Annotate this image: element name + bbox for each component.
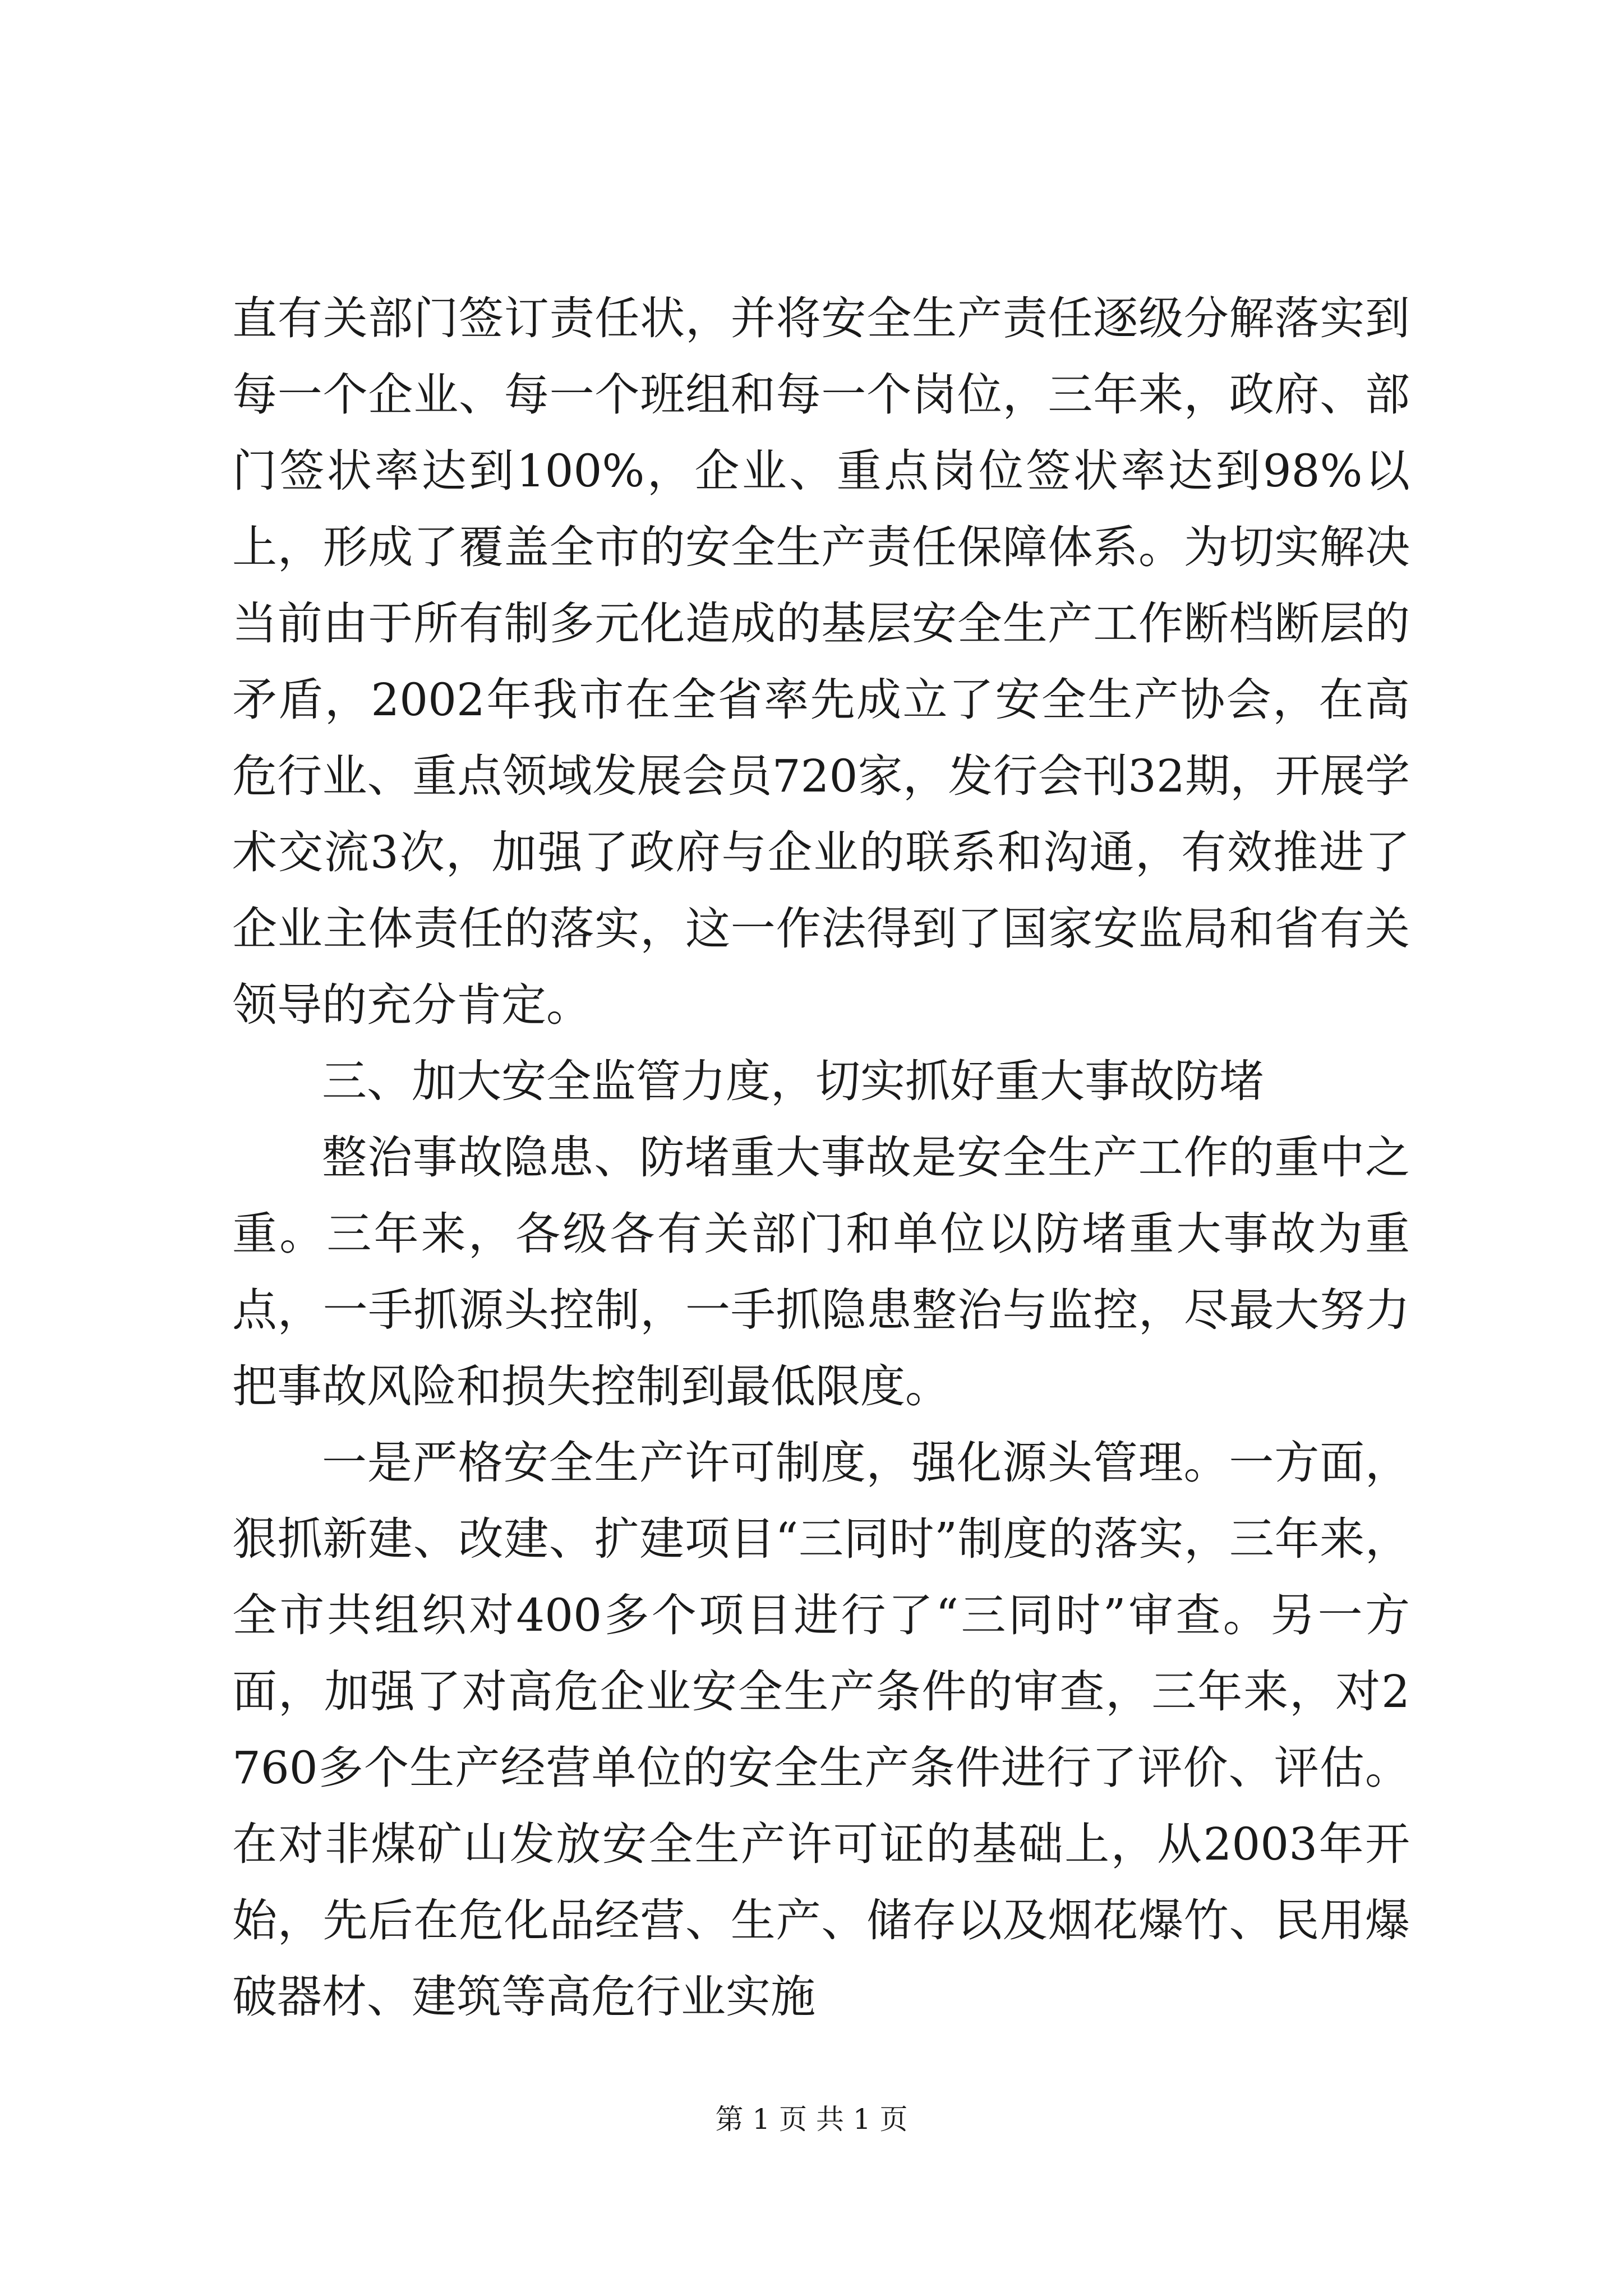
paragraph-continuation: 直有关部门签订责任状，并将安全生产责任逐级分解落实到每一个企业、每一个班组和每一个岗位，三年来，政府、部门签状率达到100%，企业、重点岗位签状率达到98%以上，形成了覆盖全市的安全生产责任保障体系。为切实解决当前由于所有制多元化造成的基层安全生产工作断档断层的矛盾，2002年我市在全省率先成立了安全生产协会，在高危行业、重点领域发展会员720家，发行会刊32期，开展学术交流3次，加强了政府与企业的联系和沟通，有效推进了企业主体责任的落实，这一作法得到了国家安监局和省有关领导的充分肯定。 (232, 292, 1410, 1031)
page-footer: 第 1 页 共 1 页 (715, 2103, 908, 2136)
paragraph: 一是严格安全生产许可制度，强化源头管理。一方面，狠抓新建、改建、扩建项目“三同时”制度的落实，三年来，全市共组织对400多个项目进行了“三同时”审查。另一方面，加强了对高危企业安全生产条件的审查，三年来，对2760多个生产经营单位的安全生产条件进行了评价、评估。在对非煤矿山发放安全生产许可证的基础上，从2003年开始，先后在危化品经营、生产、储存以及烟花爆竹、民用爆破器材、建筑等高危行业实施 (232, 1437, 1410, 2023)
document-body (232, 280, 1410, 2035)
paragraph: 整治事故隐患、防堵重大事故是安全生产工作的重中之重。三年来，各级各有关部门和单位以防堵重大事故为重点，一手抓源头控制，一手抓隐患整治与监控，尽最大努力把事故风险和损失控制到最低限度。 (232, 1131, 1410, 1412)
section-heading: 三、加大安全监管力度，切实抓好重大事故防堵 (322, 1055, 1264, 1107)
